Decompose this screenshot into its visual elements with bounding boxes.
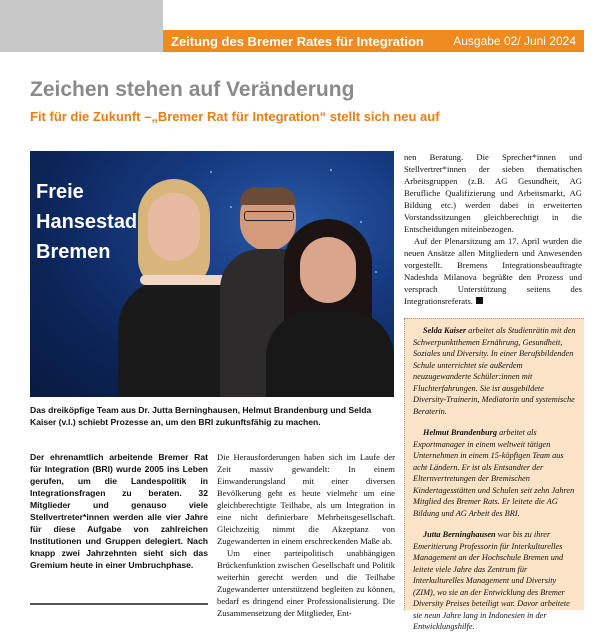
bio-name: Helmut Brandenburg [423,428,497,437]
person-right [266,219,394,397]
bio-name: Jutta Berninghausen [423,530,496,539]
bio-text: arbeitet als Exportmanager in einem weltweit tätigen Unternehmen in einem 15-köpfigen Team aus acht Ländern. Er ist als Entsandter der Elternvertretungen der Bremischen Kindertagesstätten und Schulen seit zehn Jahren Mitglied des Bremer Rats. Er leitete die AG Bildung und AG Arbeit des BRI. [413,428,575,518]
header-gray-block [0,0,163,52]
bio-text: arbeitet als Studienrätin mit den Schwerpunktthemen Ernährung, Gesundheit, Soziales und Diversity. In einer Berufsbildenden Schule unterrichtet sie außerdem neuzugewanderte Schüler:innen mit Fluchterfahrungen. Sie ist ausgebildete Diversity-Trainerin, Mediatorin und systemische Beraterin. [413,326,576,416]
sign-line-2: Hansestad [36,211,138,233]
lead-rule [30,603,208,605]
issue-label: Ausgabe 02/ Juni 2024 [453,34,576,48]
article-subtitle: Fit für die Zukunft –„Bremer Rat für Integration“ stellt sich neu auf [30,109,440,124]
column-right-p1: nen Beratung. Die Sprecher*innen und Stellvertrer*innen der sieben thematischen Arbeitsgruppen (z.B. AG Gesundheit, AG Berufliche Qualifizierung und Arbeitsmarkt, AG Bildung etc.) werden dabei in erweiterten Vorstandssitzungen gleichberechtigt in die Entscheidungen miteinbezogen. [404,152,582,234]
bio-box [404,318,584,631]
team-photo [30,151,394,397]
column-right [404,151,582,307]
column-middle [217,451,395,618]
bio-jutta-berninghausen [413,529,576,633]
bio-selda-kaiser [413,325,576,417]
bio-name: Selda Kaiser [423,326,467,335]
photo-caption: Das dreiköpfige Team aus Dr. Jutta Berninghausen, Helmut Brandenburg und Selda Kaiser (v.l.) schiebt Prozesse an, um den BRI zukunftsfähig zu machen. [30,405,372,427]
column-right-p2 [404,235,582,307]
sign-line-3: Bremen [36,241,111,263]
publication-name: Zeitung des Bremer Rates für Integration [171,33,424,49]
sign-line-1: Freie [36,181,84,203]
article-title: Zeichen stehen auf Veränderung [30,78,355,101]
bio-text: war bis zu ihrer Emeritierung Professorin für Interkulturelles Management an der Hochschule Bremen und leitete viele Jahre das Zentrum für Interkulturelles Management und Diversity (ZIM), wo sie an der Entwicklung des Bremer Diversity Preises beteiligt war. Davor arbeitete sie neun Jahre lang in Indonesien in der Entwicklungshilfe. [413,530,570,631]
bio-helmut-brandenburg [413,427,576,519]
end-mark-icon [476,297,483,304]
column-middle-p2: Um einer parteipolitisch unabhängigen Brückenfunktion zwischen Gesellschaft und Politik weiterhin gerecht werden und die Teilhabe Zugewanderter unterstützend begleiten zu können, bedarf es dringend einer Professionalisierung. Die Zusammensetzung der Mitglieder, Ent- [217,548,395,618]
lead-paragraph: Der ehrenamtlich arbeitende Bremer Rat für Integration (BRI) wurde 2005 ins Leben gerufen, um die Landespolitik in Integrationsfragen zu beraten. 32 Mitglieder und genauso viele Stellvertreter*innen werden alle vier Jahre für diese Aufgabe von zahlreichen Institutionen und Gruppen delegiert. Nach knapp zwei Jahrzehnten sieht sich das Gremium heute in einer Umbruchphase. [30,452,208,570]
column-middle-p1: Die Herausforderungen haben sich im Laufe der Zeit massiv gewandelt: In einem Einwanderungsland mit einer diversen Bevölkerung geht es heute vielmehr um eine gleichberechtigte Teilhabe, als um Integration in eine nicht definierbare Mehrheitsgesellschaft. Gleichzeitig nimmt die Akzeptanz von Zugewanderten in einem erschreckenden Maße ab. [217,452,395,546]
header-bar [163,30,584,52]
column-right-p2-text: Auf der Plenarsitzung am 17. April wurden die neuen Ansätze allen Mitgliedern und Anwesenden vorgestellt. Bremens Integrationsbeauftragte Nadeshda Milanova begrüßte den Prozess und versprach Unterstützung seitens des Integrationsreferats. [404,236,582,306]
